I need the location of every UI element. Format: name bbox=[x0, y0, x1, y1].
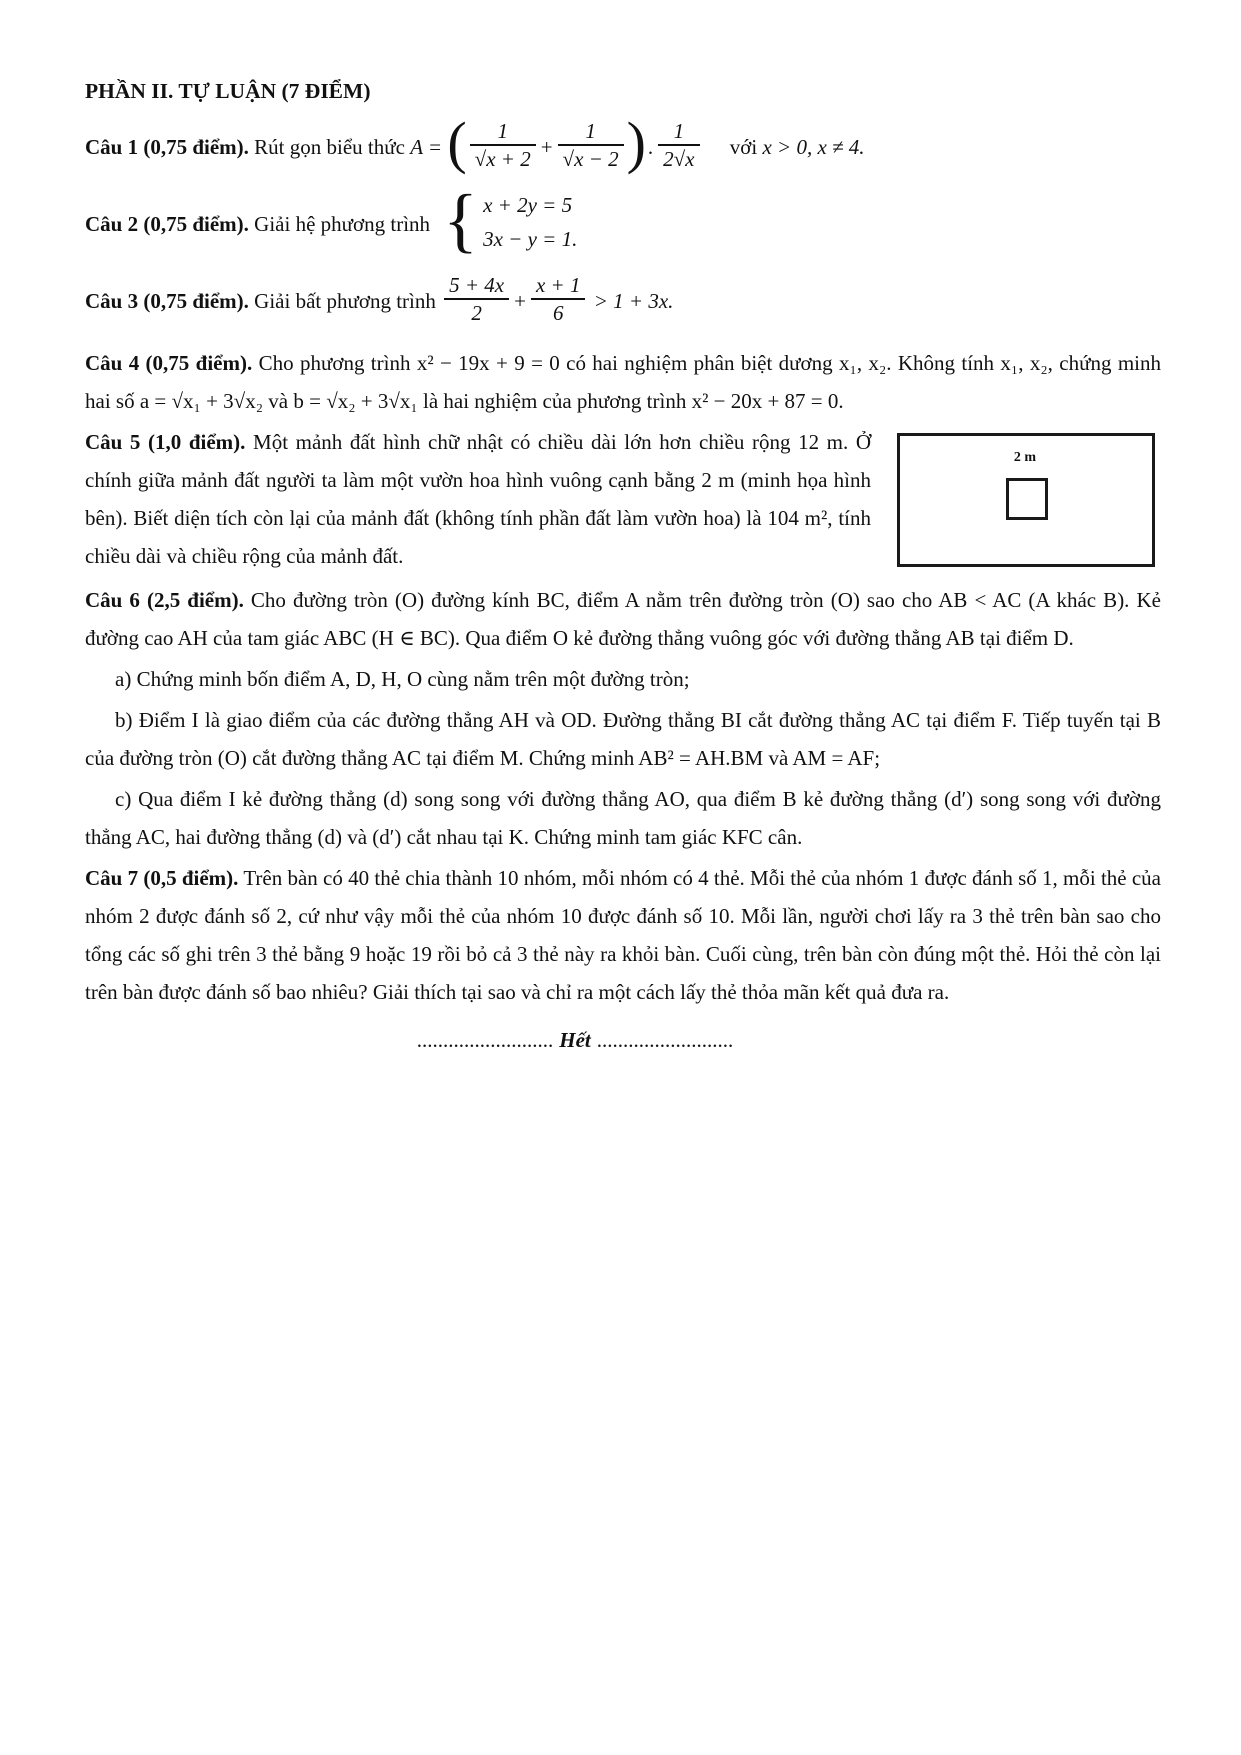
question-3 bbox=[85, 274, 1161, 328]
equation-2: 3x − y = 1. bbox=[483, 227, 578, 251]
q1-lhs: A = bbox=[410, 135, 443, 159]
end-marker bbox=[37, 1021, 1113, 1059]
question-6-label: Câu 6 (2,5 điểm). bbox=[85, 588, 244, 612]
fraction-1 bbox=[470, 118, 536, 172]
end-dots-left: .......................... bbox=[416, 1028, 554, 1052]
end-word: Hết bbox=[559, 1028, 591, 1052]
multiply-dot: . bbox=[647, 135, 654, 159]
fraction-3 bbox=[658, 118, 699, 172]
equation-1: x + 2y = 5 bbox=[483, 193, 573, 217]
fraction-numerator: x + 1 bbox=[535, 273, 581, 297]
question-7-label: Câu 7 (0,5 điểm). bbox=[85, 866, 239, 890]
fraction-denominator: 2√x bbox=[658, 144, 699, 172]
question-4-text: Cho phương trình x² − 19x + 9 = 0 có hai nghiệm phân biệt dương x₁, x₂. Không tính x₁, x₂, chứng minh hai số a = √x₁ + 3√x₂ và b = √x₂ + 3√x₁ là hai nghiệm của phương trình x² − 20x + 87 = 0. bbox=[85, 351, 1161, 413]
fraction-denominator: √x − 2 bbox=[558, 144, 624, 172]
fraction-numerator: 1 bbox=[585, 119, 596, 143]
fraction-denominator: 6 bbox=[531, 298, 586, 326]
question-1: Câu 1 (0,75 điểm). Rút gọn biểu thức A = ( $\frac{1}{√x + 2}$ + $\frac{1}{√x - 2}$ ). $\frac{1}{2√x}$ với x > 0, x ≠ 4. bbox=[85, 110, 865, 175]
q3-rhs: > 1 + 3x. bbox=[593, 289, 674, 313]
question-1-label: Câu 1 (0,75 điểm). bbox=[85, 135, 249, 159]
fraction-2 bbox=[558, 118, 624, 172]
section-heading: PHẦN II. TỰ LUẬN (7 ĐIỂM) bbox=[85, 79, 371, 103]
figure-label: 2 m bbox=[1013, 450, 1037, 465]
fraction-denominator: 2 bbox=[444, 298, 509, 326]
question-6-part-b: b) Điểm I là giao điểm của các đường thẳng AH và OD. Đường thẳng BI cắt đường thẳng AC tại điểm F. Tiếp tuyến tại B của đường tròn (O) cắt đường thẳng AC tại điểm M. Chứng minh AB² = AH.BM và AM = AF; bbox=[85, 708, 1161, 770]
garden-figure bbox=[897, 433, 1155, 567]
question-6 bbox=[85, 581, 1161, 657]
question-4-label: Câu 4 (0,75 điểm). bbox=[85, 351, 253, 375]
garden-square bbox=[1006, 478, 1048, 520]
question-4 bbox=[85, 344, 1161, 420]
question-3-intro: Giải bất phương trình bbox=[254, 289, 436, 313]
question-5 bbox=[85, 423, 1161, 578]
fraction-2 bbox=[531, 272, 586, 326]
question-3-label: Câu 3 (0,75 điểm). bbox=[85, 289, 249, 313]
q1-condition: x > 0, x ≠ 4. bbox=[762, 135, 865, 159]
question-7 bbox=[85, 859, 1161, 1011]
fraction-denominator: √x + 2 bbox=[470, 144, 536, 172]
question-5-text: Một mảnh đất hình chữ nhật có chiều dài lớn hơn chiều rộng 12 m. Ở chính giữa mảnh đất người ta làm một vườn hoa hình vuông cạnh bằng 2 m (minh họa hình bên). Biết diện tích còn lại của mảnh đất (không tính phần đất làm vườn hoa) là 104 m², tính chiều dài và chiều rộng của mảnh đất. bbox=[85, 430, 871, 568]
question-2-intro: Giải hệ phương trình bbox=[254, 212, 431, 236]
question-2: Câu 2 (0,75 điểm). Giải hệ phương trình { x + 2y = 5 3x − y = 1. bbox=[85, 180, 578, 260]
plus-operator: + bbox=[514, 289, 526, 313]
question-6-part-c: c) Qua điểm I kẻ đường thẳng (d) song song với đường thẳng AO, qua điểm B kẻ đường thẳng (d′) song song với đường thẳng AC, hai đường thẳng (d) và (d′) cắt nhau tại K. Chứng minh tam giác KFC cân. bbox=[85, 787, 1161, 849]
question-7-text: Trên bàn có 40 thẻ chia thành 10 nhóm, mỗi nhóm có 4 thẻ. Mỗi thẻ của nhóm 1 được đánh số 1, mỗi thẻ của nhóm 2 được đánh số 2, cứ như vậy mỗi thẻ của nhóm 10 được đánh số 10. Mỗi lần, người chơi lấy ra 3 thẻ trên bàn sao cho tổng các số ghi trên 3 thẻ bằng 9 hoặc 19 rồi bỏ cả 3 thẻ này ra khỏi bàn. Cuối cùng, trên bàn còn đúng một thẻ. Hỏi thẻ còn lại trên bàn được đánh số bao nhiêu? Giải thích tại sao và chỉ ra một cách lấy thẻ thỏa mãn kết quả đưa ra. bbox=[85, 866, 1161, 1004]
end-dots-right: .......................... bbox=[596, 1028, 734, 1052]
equation-system bbox=[483, 188, 577, 256]
plus-operator: + bbox=[540, 135, 553, 159]
question-1-intro: Rút gọn biểu thức bbox=[254, 135, 405, 159]
question-6-intro: Cho đường tròn (O) đường kính BC, điểm A nằm trên đường tròn (O) sao cho AB < AC (A khác B). Kẻ đường cao AH của tam giác ABC (H ∈ BC). Qua điểm O kẻ đường thẳng vuông góc với đường thẳng AB tại điểm D. bbox=[85, 588, 1161, 650]
fraction-numerator: 1 bbox=[497, 119, 508, 143]
fraction-numerator: 1 bbox=[673, 119, 685, 143]
question-2-label: Câu 2 (0,75 điểm). bbox=[85, 212, 249, 236]
fraction-numerator: 5 + 4x bbox=[449, 273, 505, 297]
question-6-part-a: a) Chứng minh bốn điểm A, D, H, O cùng nằm trên một đường tròn; bbox=[115, 667, 690, 691]
question-5-label: Câu 5 (1,0 điểm). bbox=[85, 430, 246, 454]
fraction-1 bbox=[444, 272, 509, 326]
q1-condition-prefix: với bbox=[729, 135, 758, 159]
